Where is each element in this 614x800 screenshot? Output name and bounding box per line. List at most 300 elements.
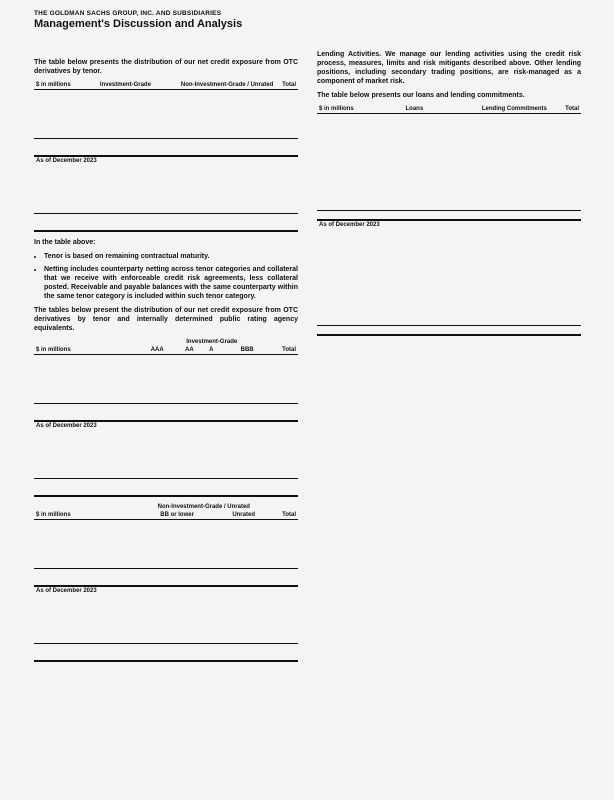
row-label (317, 245, 386, 253)
row-label (34, 603, 110, 611)
cell-value (126, 454, 166, 462)
row-label (34, 404, 126, 413)
row-label (317, 138, 386, 146)
cell-value (257, 635, 298, 644)
table-row (34, 603, 298, 611)
period-heading: As of December 2023 (34, 586, 298, 595)
cell-value (549, 146, 581, 154)
cell-value (83, 139, 153, 148)
cell-value (257, 603, 298, 611)
cell-value (425, 154, 549, 162)
cell-value (126, 404, 166, 413)
cell-value (275, 222, 298, 231)
investment-grade-table (34, 338, 298, 497)
section-title: Management's Discussion and Analysis (34, 18, 243, 30)
row-label (317, 186, 386, 194)
page-footer (34, 766, 46, 773)
cell-value (110, 536, 196, 544)
cell-value (549, 170, 581, 178)
column-group-label: Investment-Grade (186, 339, 238, 345)
table-row (317, 194, 581, 202)
cell-value (215, 379, 255, 387)
table-row (317, 261, 581, 269)
table-row (317, 154, 581, 162)
table-row (34, 520, 298, 529)
table-row (317, 285, 581, 293)
row-label (34, 544, 110, 552)
cell-value (386, 114, 425, 123)
row-label (317, 146, 386, 154)
table-row (34, 197, 298, 205)
cell-value (166, 371, 196, 379)
row-label (34, 173, 83, 181)
row-label (34, 595, 110, 603)
row-label (34, 222, 83, 231)
cell-value (215, 363, 255, 371)
row-label (34, 438, 126, 446)
lending-heading: Lending Activities. (317, 51, 382, 58)
row-label (317, 326, 386, 336)
cell-value (166, 412, 196, 421)
row-label (34, 454, 126, 462)
cell-value (196, 611, 257, 619)
row-label (34, 130, 83, 139)
cell-value (275, 197, 298, 205)
table-row (34, 454, 298, 462)
cell-value (166, 446, 196, 454)
column-header: Total (275, 81, 298, 90)
row-label-header: $ in millions (34, 346, 126, 355)
cell-value (256, 395, 298, 404)
table-row (34, 627, 298, 635)
cell-value (386, 293, 425, 301)
cell-value (549, 229, 581, 237)
table-row (34, 595, 298, 603)
cell-value (257, 544, 298, 552)
left-column (34, 58, 298, 668)
cell-value (196, 569, 257, 578)
right-column (317, 50, 581, 342)
cell-value (549, 130, 581, 138)
table-row (34, 173, 298, 181)
row-label (317, 194, 386, 202)
cell-value (110, 635, 196, 644)
cell-value (425, 253, 549, 261)
cell-value (196, 487, 216, 496)
cell-value (386, 178, 425, 186)
cell-value (257, 619, 298, 627)
cell-value (257, 611, 298, 619)
cell-value (256, 454, 298, 462)
total-row (34, 479, 298, 488)
cell-value (196, 603, 257, 611)
net-row (34, 412, 298, 421)
table-row (317, 170, 581, 178)
table-row (317, 293, 581, 301)
non-investment-grade-table (34, 503, 298, 662)
cell-value (275, 181, 298, 189)
cell-value (425, 326, 549, 336)
row-label (317, 237, 386, 245)
cell-value (549, 277, 581, 285)
table-row (317, 114, 581, 123)
cell-value (196, 363, 216, 371)
lending-intro: The table below presents our loans and lending commitments. (317, 92, 525, 99)
table-row (34, 560, 298, 569)
cell-value (166, 379, 196, 387)
cell-value (196, 652, 257, 661)
row-label-header: $ in millions (34, 81, 83, 90)
cell-value (275, 189, 298, 197)
row-label (34, 122, 83, 130)
cell-value (196, 644, 257, 653)
row-label (34, 520, 110, 529)
row-label (34, 635, 110, 644)
cell-value (215, 395, 255, 404)
cell-value (153, 197, 275, 205)
cell-value (153, 122, 275, 130)
table-row (34, 189, 298, 197)
lending-table (317, 105, 581, 336)
cell-value (166, 387, 196, 395)
net-row (34, 147, 298, 156)
table-row (34, 635, 298, 644)
row-label (317, 285, 386, 293)
cell-value (549, 211, 581, 221)
cell-value (215, 371, 255, 379)
table-row (34, 395, 298, 404)
cell-value (196, 454, 216, 462)
cell-value (83, 147, 153, 156)
cell-value (549, 326, 581, 336)
row-label (34, 189, 83, 197)
cell-value (549, 301, 581, 309)
cell-value (257, 560, 298, 569)
cell-value (166, 404, 196, 413)
cell-value (215, 355, 255, 364)
column-header: BBB (215, 346, 255, 355)
table-row (34, 528, 298, 536)
cell-value (215, 430, 255, 438)
row-label (34, 147, 83, 156)
note-item: • Tenor is based on remaining contractual maturity. (44, 252, 298, 261)
column-header: AA (166, 346, 196, 355)
cell-value (386, 154, 425, 162)
table-row (317, 186, 581, 194)
cell-value (126, 412, 166, 421)
cell-value (425, 245, 549, 253)
cell-value (549, 253, 581, 261)
row-label (317, 317, 386, 326)
cell-value (196, 619, 257, 627)
cell-value (425, 202, 549, 211)
cell-value (83, 114, 153, 122)
cell-value (110, 619, 196, 627)
table-row (34, 371, 298, 379)
table-row (34, 430, 298, 438)
cell-value (275, 173, 298, 181)
cell-value (166, 454, 196, 462)
cell-value (386, 229, 425, 237)
cell-value (153, 189, 275, 197)
cell-value (126, 470, 166, 479)
cell-value (425, 114, 549, 123)
row-label (317, 309, 386, 317)
cell-value (549, 317, 581, 326)
cell-value (257, 520, 298, 529)
period-heading-row (317, 220, 581, 229)
cell-value (196, 627, 257, 635)
net-row (34, 222, 298, 231)
cell-value (153, 98, 275, 106)
cell-value (196, 371, 216, 379)
cell-value (256, 379, 298, 387)
cell-value (256, 462, 298, 470)
table-row (34, 205, 298, 214)
row-label (34, 205, 83, 214)
lending-text: We manage our lending activities using the credit risk process, measures, limits and risk mitigants described above. Other lending positions, including secondary trading positions, are risk-managed as a component of market risk. (317, 51, 581, 85)
cell-value (215, 479, 255, 488)
row-label (34, 552, 110, 560)
table-row (34, 470, 298, 479)
cell-value (257, 577, 298, 586)
cell-value (110, 560, 196, 569)
row-label (317, 277, 386, 285)
cell-value (196, 528, 257, 536)
cell-value (275, 205, 298, 214)
cell-value (126, 363, 166, 371)
cell-value (257, 595, 298, 603)
cell-value (425, 186, 549, 194)
row-label (34, 387, 126, 395)
note-item: • Netting includes counterparty netting across tenor categories and collateral that we receive with enforceable credit risk agreements, less collateral posted. Receivable and payable balances with the same counterparty within the same tenor category is included within such tenor category. (44, 265, 298, 301)
row-label (317, 202, 386, 211)
row-label (34, 98, 83, 106)
cell-value (386, 261, 425, 269)
cell-value (196, 446, 216, 454)
row-label (317, 211, 386, 221)
table-row (34, 122, 298, 130)
table-notes-list (34, 252, 298, 301)
cell-value (425, 301, 549, 309)
rating-intro-paragraph: The tables below present the distribution of our net credit exposure from OTC derivatives by tenor and internally determined public rating agency equivalents. (34, 307, 298, 332)
cell-value (386, 146, 425, 154)
cell-value (110, 544, 196, 552)
cell-value (196, 404, 216, 413)
cell-value (215, 412, 255, 421)
table-row (317, 269, 581, 277)
cell-value (215, 470, 255, 479)
total-row (34, 139, 298, 148)
cell-value (126, 438, 166, 446)
row-label (34, 479, 126, 488)
financial-table (34, 338, 298, 497)
row-label (34, 528, 110, 536)
row-label (34, 106, 83, 114)
row-label-header: $ in millions (34, 511, 110, 520)
table-row (34, 438, 298, 446)
row-label (34, 644, 110, 653)
row-label (34, 536, 110, 544)
row-label (34, 371, 126, 379)
cell-value (166, 462, 196, 470)
table-row (34, 90, 298, 99)
cell-value (83, 106, 153, 114)
cell-value (256, 412, 298, 421)
cell-value (126, 395, 166, 404)
cell-value (549, 178, 581, 186)
table-row (34, 536, 298, 544)
cell-value (153, 205, 275, 214)
period-heading: As of December 2023 (34, 156, 298, 165)
table-row (317, 162, 581, 170)
cell-value (126, 371, 166, 379)
table-row (317, 317, 581, 326)
cell-value (425, 130, 549, 138)
cell-value (549, 186, 581, 194)
cell-value (215, 487, 255, 496)
cell-value (256, 479, 298, 488)
cell-value (549, 269, 581, 277)
cell-value (215, 454, 255, 462)
net-row (34, 652, 298, 661)
cell-value (83, 222, 153, 231)
lending-paragraph (317, 50, 581, 86)
cell-value (425, 122, 549, 130)
cell-value (257, 644, 298, 653)
financial-table (34, 81, 298, 232)
cell-value (386, 138, 425, 146)
total-row (34, 214, 298, 223)
cell-value (256, 470, 298, 479)
cell-value (275, 114, 298, 122)
cell-value (83, 122, 153, 130)
table-row (34, 544, 298, 552)
cell-value (425, 317, 549, 326)
cell-value (549, 245, 581, 253)
table-row (317, 277, 581, 285)
net-row (34, 487, 298, 496)
cell-value (153, 181, 275, 189)
row-label (317, 162, 386, 170)
cell-value (386, 170, 425, 178)
cell-value (257, 627, 298, 635)
cell-value (126, 479, 166, 488)
cell-value (256, 404, 298, 413)
cell-value (196, 355, 216, 364)
cell-value (196, 544, 257, 552)
cell-value (275, 106, 298, 114)
cell-value (110, 528, 196, 536)
row-label (317, 253, 386, 261)
cell-value (275, 214, 298, 223)
cell-value (110, 652, 196, 661)
table-row (34, 379, 298, 387)
cell-value (110, 603, 196, 611)
cell-value (256, 371, 298, 379)
cell-value (83, 197, 153, 205)
allowance-row (317, 326, 581, 336)
cell-value (386, 237, 425, 245)
row-label (34, 462, 126, 470)
cell-value (153, 173, 275, 181)
cell-value (425, 269, 549, 277)
cell-value (166, 395, 196, 404)
cell-value (196, 577, 257, 586)
cell-value (166, 479, 196, 488)
total-row (34, 404, 298, 413)
period-heading-row (34, 421, 298, 430)
table-row (34, 165, 298, 173)
cell-value (386, 277, 425, 285)
cell-value (275, 139, 298, 148)
cell-value (126, 446, 166, 454)
cell-value (110, 569, 196, 578)
row-label (34, 619, 110, 627)
cell-value (549, 293, 581, 301)
column-header: Unrated (196, 511, 257, 520)
cell-value (215, 462, 255, 470)
cell-value (153, 147, 275, 156)
row-label (34, 430, 126, 438)
row-label (34, 363, 126, 371)
table-row (34, 130, 298, 139)
cell-value (425, 178, 549, 186)
row-label (34, 446, 126, 454)
cell-value (83, 98, 153, 106)
cell-value (153, 165, 275, 173)
cell-value (425, 293, 549, 301)
cell-value (386, 317, 425, 326)
cell-value (196, 462, 216, 470)
table-row (34, 552, 298, 560)
net-row (34, 577, 298, 586)
cell-value (196, 387, 216, 395)
row-label (34, 627, 110, 635)
row-label (34, 611, 110, 619)
cell-value (386, 162, 425, 170)
cell-value (425, 309, 549, 317)
row-label (34, 90, 83, 99)
table-row (34, 181, 298, 189)
page-header (34, 10, 594, 31)
row-label (34, 569, 110, 578)
cell-value (215, 387, 255, 395)
column-header: Lending Commitments (425, 105, 549, 114)
cell-value (275, 147, 298, 156)
row-label (317, 170, 386, 178)
cell-value (110, 552, 196, 560)
cell-value (257, 528, 298, 536)
row-label (317, 229, 386, 237)
table-row (317, 309, 581, 317)
cell-value (126, 379, 166, 387)
cell-value (110, 577, 196, 586)
cell-value (275, 98, 298, 106)
column-group-label: Non-Investment-Grade / Unrated (157, 504, 250, 510)
cell-value (425, 211, 549, 221)
column-header: Total (257, 511, 298, 520)
cell-value (425, 237, 549, 245)
allowance-row (317, 211, 581, 221)
cell-value (386, 245, 425, 253)
cell-value (166, 363, 196, 371)
column-header: A (196, 346, 216, 355)
cell-value (83, 173, 153, 181)
row-label (317, 178, 386, 186)
period-heading-row (34, 156, 298, 165)
table-row (317, 253, 581, 261)
